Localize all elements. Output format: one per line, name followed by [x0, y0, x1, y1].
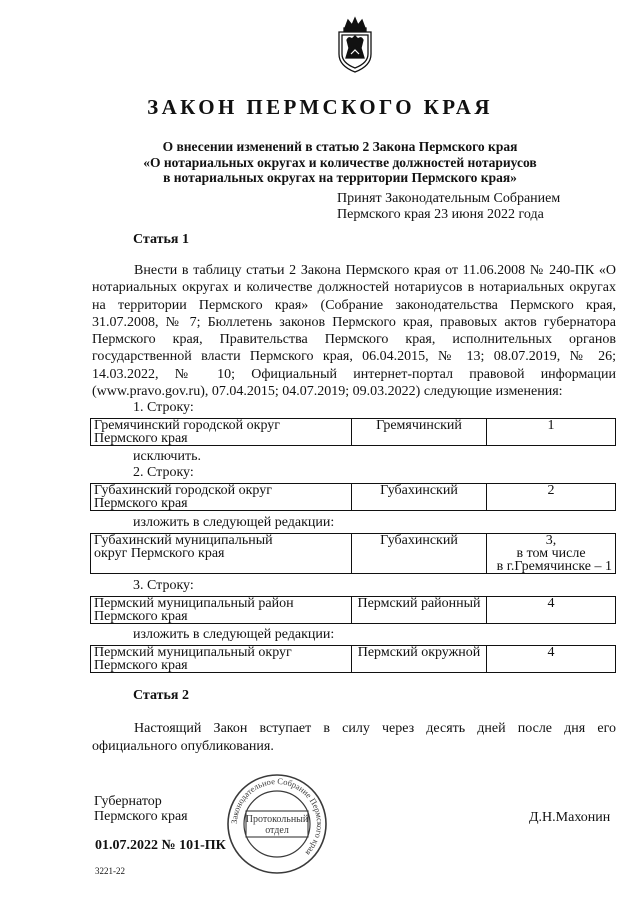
article-1-intro: Внести в таблицу статьи 2 Закона Пермского края от 11.06.2008 № 240-ПК «О нотариальных округах и количестве должностей нотариусов в нотариальных округах на территории Пермского края» (Собрание законодательства Пермского края, 31.07.2008, № 7; Бюллетень законов Пермского края, правовых актов губернатора Пермского края, Правительства Пермского края, исполнительных органов государственной власти Пермского края, 06.04.2015, № 13; 08.07.2019, № 26; 14.03.2022, № 10; Официальный интернет-портал правовой информации (www.pravo.gov.ru), 07.04.2015; 04.07.2019; 09.03.2022) следующие изменения: — [92, 263, 616, 400]
edit-text-2: изложить в следующей редакции: — [133, 627, 335, 642]
article-2-text: Настоящий Закон вступает в силу через десять дней после дня его официального опубликования. — [92, 721, 616, 754]
stamp-center-line1: Протокольный — [245, 814, 309, 825]
stamp-center-line2: отдел — [265, 825, 289, 836]
governor-title: Губернатор Пермского края — [94, 794, 188, 824]
adoption-note: Принят Законодательным Собранием Пермского края 23 июня 2022 года — [337, 191, 561, 222]
stamp-ring-text: Законодательное Собрание Пермского края — [228, 775, 326, 858]
item-2-label: 2. Строку: — [133, 465, 194, 480]
law-number: 01.07.2022 № 101-ПК — [95, 838, 226, 853]
item-1-label: 1. Строку: — [133, 400, 194, 415]
coat-of-arms-icon — [331, 14, 379, 74]
article-2-heading: Статья 2 — [133, 688, 189, 703]
table-row-gubakhinsky-old: Губахинский городской округ Пермского края Губахинский 2 — [90, 483, 616, 511]
official-stamp — [226, 773, 328, 875]
law-title: ЗАКОН ПЕРМСКОГО КРАЯ — [147, 95, 493, 119]
table-row-perm-district-new: Пермский муниципальный округ Пермского края Пермский окружной 4 — [90, 645, 616, 673]
item-3-label: 3. Строку: — [133, 578, 194, 593]
edit-text-1: изложить в следующей редакции: — [133, 515, 335, 530]
exclude-text: исключить. — [133, 449, 201, 464]
article-1-heading: Статья 1 — [133, 232, 189, 247]
table-row-gubakhinsky-new: Губахинский муниципальный округ Пермского края Губахинский 3, в том числе в г.Гремячинске – 1 — [90, 533, 616, 574]
signer-name: Д.Н.Махонин — [529, 810, 611, 825]
document-code: 3221-22 — [95, 866, 125, 876]
table-row-gremyachinsky: Гремячинский городской округ Пермского края Гремячинский 1 — [90, 418, 616, 446]
table-row-perm-district-old: Пермский муниципальный район Пермского края Пермский районный 4 — [90, 596, 616, 624]
law-subtitle: О внесении изменений в статью 2 Закона Пермского края «О нотариальных округах и количестве должностей нотариусов в нотариальных округах на территории Пермского края» — [143, 139, 537, 185]
